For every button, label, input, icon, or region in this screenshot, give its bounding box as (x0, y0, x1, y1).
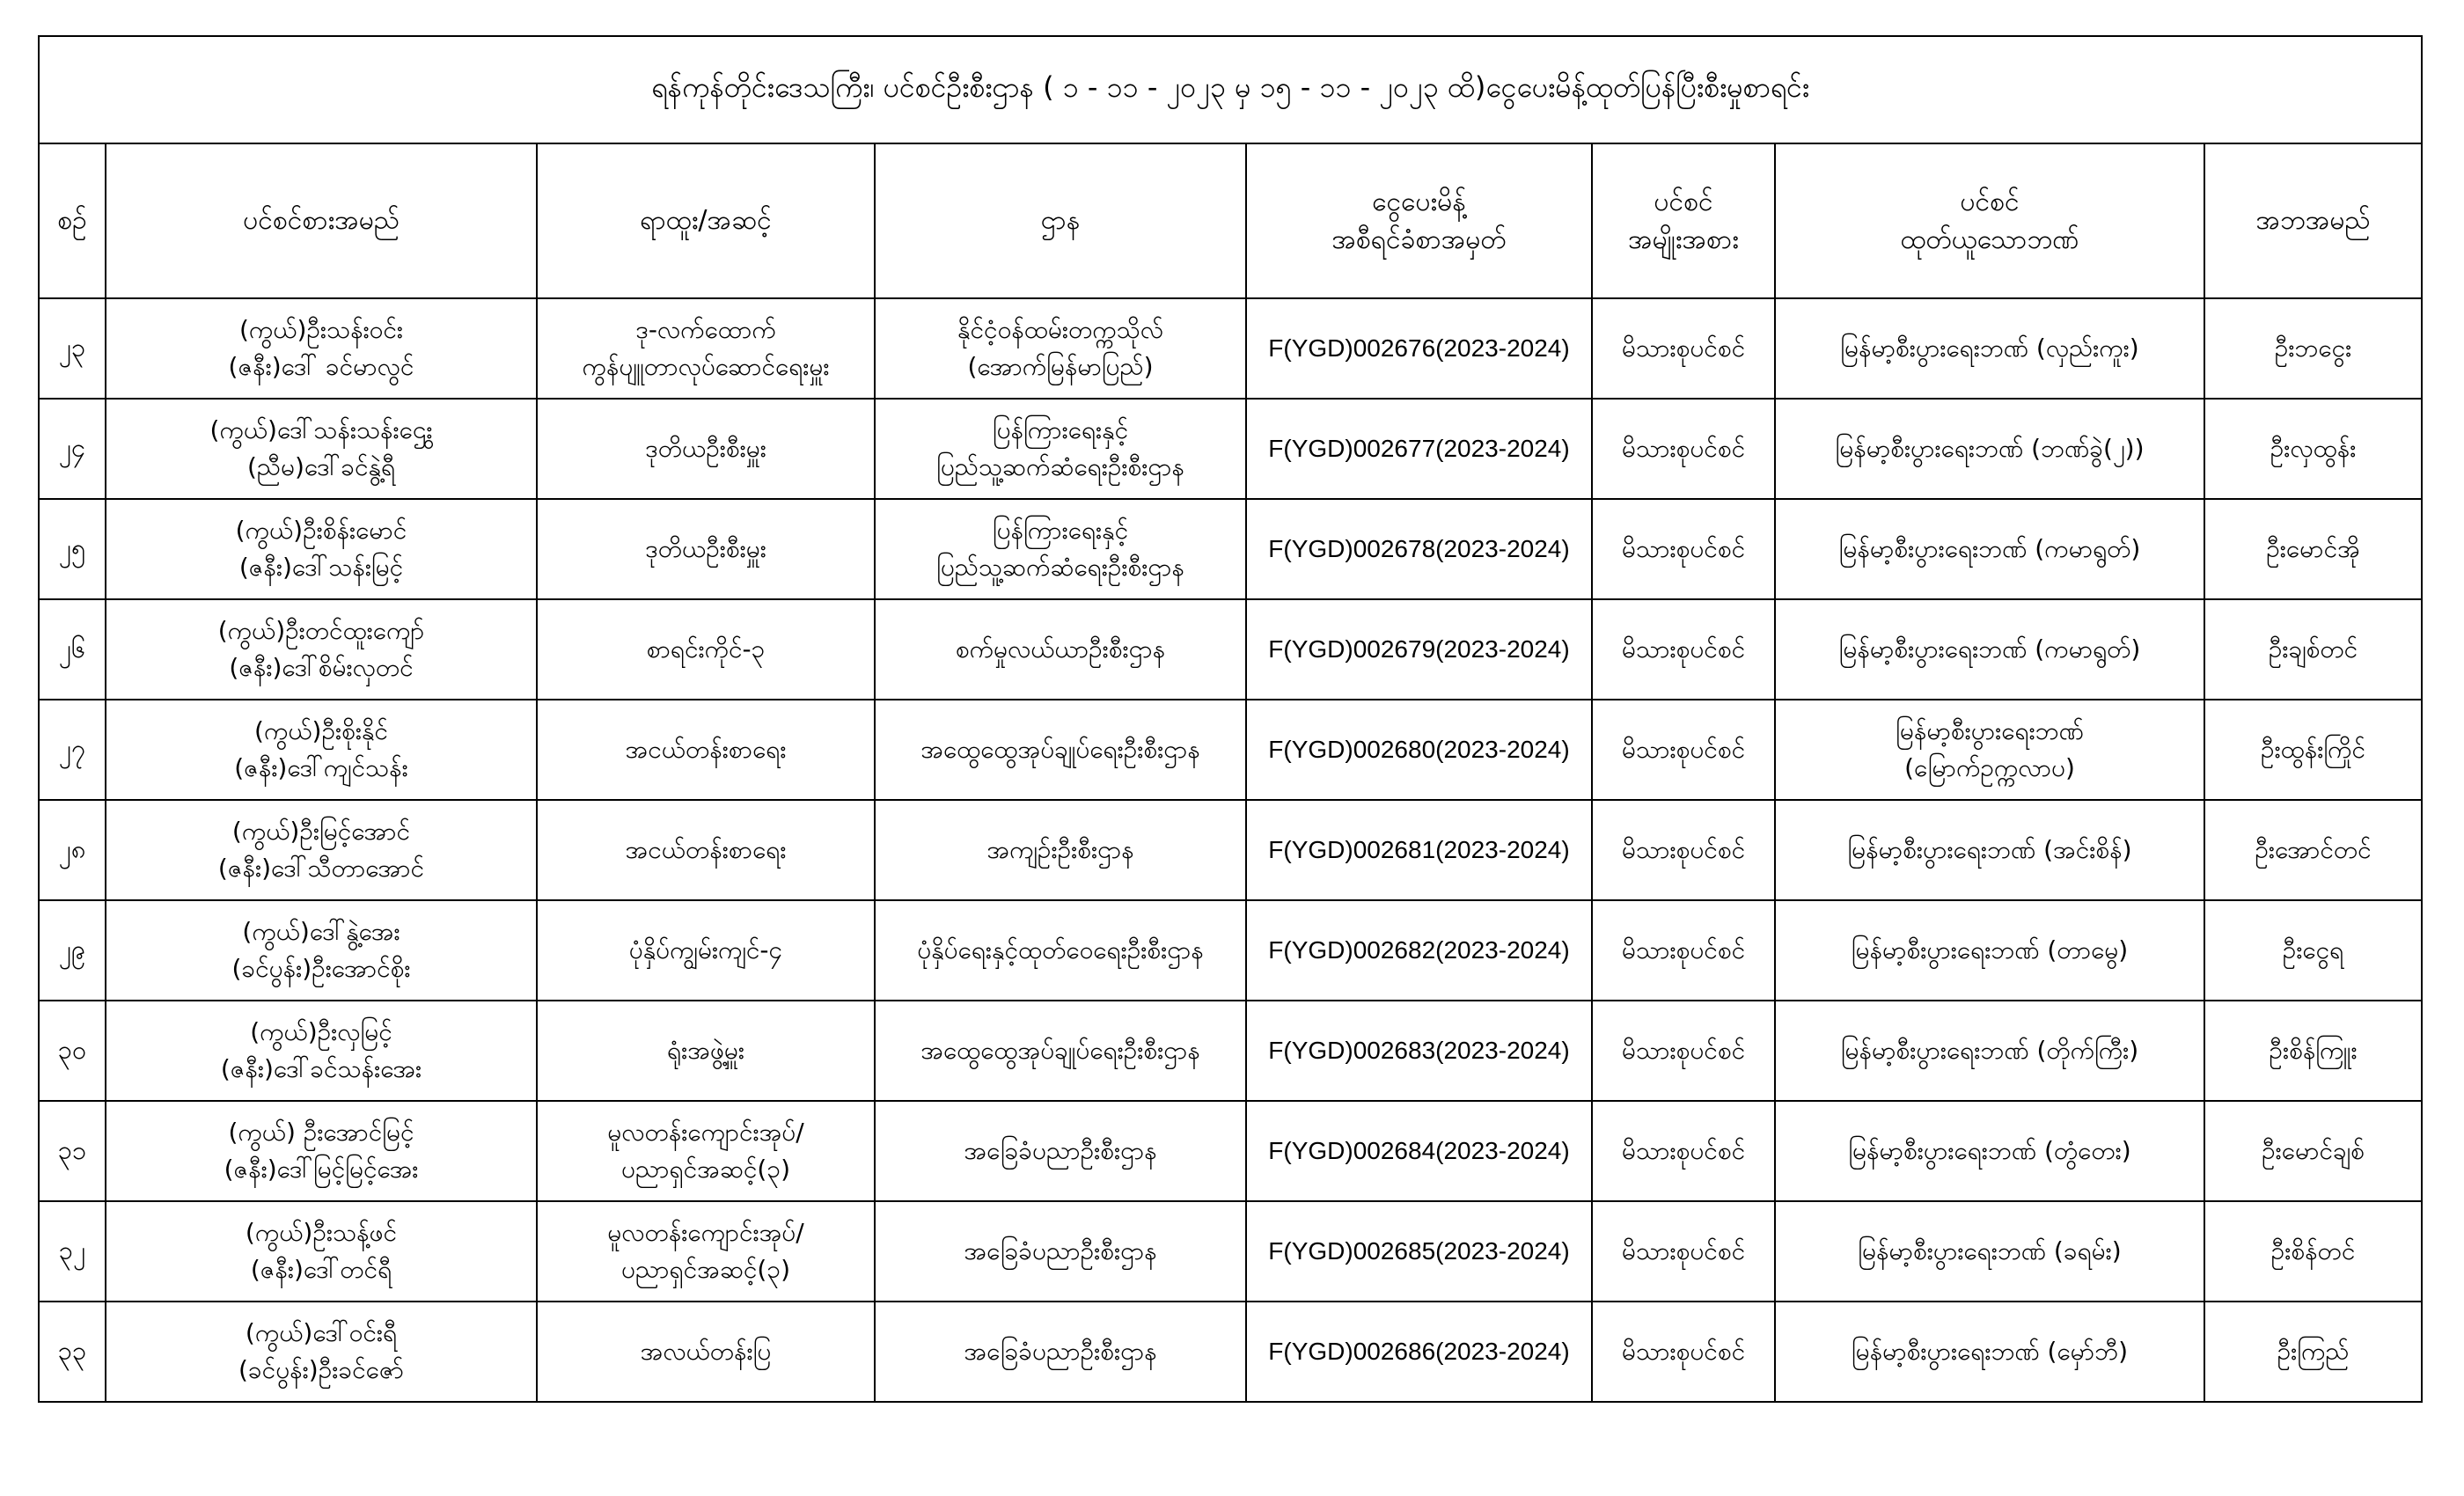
father-name-cell (2204, 1001, 2422, 1101)
pensioner-name-cell-text: (ကွယ်)ဦးသန်းဝင်း (238, 315, 404, 344)
pension-type-cell-text: မိသားစုပင်စင် (1621, 634, 1746, 664)
department-cell (875, 1201, 1246, 1302)
rank-cell-text: ပုံနှိပ်ကျွမ်းကျင်-၄ (628, 935, 783, 964)
report-number-cell (1246, 499, 1592, 599)
serial-number-cell (39, 800, 106, 900)
pensioner-name-cell-text: (ဇနီး)ဒေါ်ကျင်သန်း (234, 753, 408, 782)
father-name-cell-text: ဦးဘငွေး (2274, 334, 2352, 363)
report-number-cell-text: F(YGD)002679(2023-2024) (1268, 635, 1570, 663)
pension-type-cell-text: မိသားစုပင်စင် (1621, 434, 1746, 463)
bank-cell-text: (မြောက်ဥက္ကလာပ) (1904, 753, 2075, 782)
header-bank: ပင်စင် ထုတ်ယူသောဘဏ် (1775, 143, 2204, 298)
serial-number-cell-text: ၂၈ (58, 834, 86, 865)
bank-cell-text: မြန်မာ့စီးပွားရေးဘဏ် (တွံတေး) (1848, 1136, 2131, 1165)
pension-type-cell (1592, 800, 1775, 900)
pension-type-cell-text: မိသားစုပင်စင် (1621, 835, 1746, 864)
serial-number-cell (39, 1001, 106, 1101)
department-cell-text: ပြည်သူ့ဆက်ဆံရေးဦးစီးဌာန (936, 452, 1184, 481)
title-row (39, 36, 2422, 143)
pension-table (38, 35, 2423, 1403)
department-cell-text: ပြန်ကြားရေးနှင့် (992, 415, 1129, 444)
rank-cell-text: ရုံးအဖွဲ့မှူး (667, 1036, 744, 1065)
father-name-cell (2204, 399, 2422, 499)
rank-cell-text: မူလတန်းကျောင်းအုပ်/ (607, 1218, 804, 1247)
pension-type-cell-text: မိသားစုပင်စင် (1621, 1136, 1746, 1165)
pensioner-name-cell (106, 900, 537, 1001)
pensioner-name-cell (106, 499, 537, 599)
bank-cell (1775, 1201, 2204, 1302)
serial-number-cell-text: ၃၃ (57, 1336, 87, 1367)
pension-type-cell (1592, 1001, 1775, 1101)
pension-type-cell-text: မိသားစုပင်စင် (1621, 1036, 1746, 1065)
serial-number-cell (39, 700, 106, 800)
table-row (39, 399, 2422, 499)
pensioner-name-cell (106, 700, 537, 800)
bank-cell-text: မြန်မာ့စီးပွားရေးဘဏ် (ခရမ်း) (1858, 1236, 2122, 1265)
serial-number-cell (39, 599, 106, 700)
header-department: ဌာန (875, 143, 1246, 298)
bank-cell-text: မြန်မာ့စီးပွားရေးဘဏ် (တာမွေ) (1851, 935, 2129, 964)
father-name-cell-text: ဦးမောင်ချစ် (2262, 1136, 2365, 1165)
bank-cell-text: မြန်မာ့စီးပွားရေးဘဏ် (ဘဏ်ခွဲ(၂)) (1835, 434, 2145, 463)
serial-number-cell-text: ၂၇ (58, 734, 86, 765)
pensioner-name-cell (106, 800, 537, 900)
pensioner-name-cell (106, 399, 537, 499)
rank-cell (537, 900, 875, 1001)
bank-cell-text: မြန်မာ့စီးပွားရေးဘဏ် (လှည်းကူး) (1840, 334, 2139, 363)
header-row (39, 143, 2422, 298)
serial-number-cell (39, 298, 106, 399)
department-cell (875, 700, 1246, 800)
serial-number-cell (39, 1302, 106, 1402)
header-pension-type: ပင်စင် အမျိုးအစား (1592, 143, 1775, 298)
report-number-cell (1246, 1001, 1592, 1101)
serial-number-cell-text: ၂၆ (58, 634, 86, 664)
pension-type-cell-text: မိသားစုပင်စင် (1621, 334, 1746, 363)
rank-cell-text: ပညာရှင်အဆင့်(၃) (620, 1255, 791, 1284)
table-row (39, 1001, 2422, 1101)
rank-cell-text: ကွန်ပျူတာလုပ်ဆောင်ရေးမှူး (582, 352, 830, 381)
report-number-cell (1246, 599, 1592, 700)
serial-number-cell (39, 900, 106, 1001)
father-name-cell-text: ဦးမောင်အို (2266, 534, 2360, 563)
department-cell-text: အထွေထွေအုပ်ချုပ်ရေးဦးစီးဌာန (920, 735, 1200, 764)
department-cell (875, 900, 1246, 1001)
rank-cell (537, 399, 875, 499)
department-cell-text: အခြေခံပညာဦးစီးဌာန (964, 1136, 1157, 1165)
department-cell (875, 1101, 1246, 1201)
report-number-cell-text: F(YGD)002682(2023-2024) (1268, 936, 1570, 964)
father-name-cell-text: ဦးအောင်တင် (2255, 835, 2372, 864)
report-number-cell (1246, 800, 1592, 900)
serial-number-cell-text: ၃၁ (57, 1135, 87, 1166)
pensioner-name-cell-text: (ကွယ်)ဦးမြင့်အောင် (231, 817, 411, 846)
pension-type-cell (1592, 298, 1775, 399)
bank-cell (1775, 900, 2204, 1001)
pensioner-name-cell (106, 599, 537, 700)
table-row (39, 1302, 2422, 1402)
father-name-cell (2204, 599, 2422, 700)
report-number-cell (1246, 900, 1592, 1001)
pension-type-cell (1592, 499, 1775, 599)
header-serial: စဉ် (39, 143, 106, 298)
rank-cell (537, 1302, 875, 1402)
rank-cell-text: ဒုတိယဦးစီးမှူး (645, 534, 766, 563)
pensioner-name-cell-text: (ဇနီး)ဒေါ်စိမ်းလှတင် (229, 653, 414, 682)
table-row (39, 1101, 2422, 1201)
pension-type-cell (1592, 1101, 1775, 1201)
pensioner-name-cell-text: (ကွယ်) ဦးအောင်မြင့် (228, 1118, 414, 1147)
document-title: ရန်ကုန်တိုင်းဒေသကြီး၊ ပင်စင်ဦးစီးဌာန ( ၁ - ၁၁ - ၂၀၂၃ မှ ၁၅ - ၁၁ - ၂၀၂၃ ထိ)ငွေပေးမိန့်ထုတ်ပြန်ပြီးစီးမှုစာရင်း (39, 36, 2422, 143)
rank-cell-text: ဒုတိယဦးစီးမှူး (645, 434, 766, 463)
rank-cell (537, 599, 875, 700)
pension-type-cell-text: မိသားစုပင်စင် (1621, 1236, 1746, 1265)
pension-type-cell (1592, 599, 1775, 700)
pensioner-name-cell-text: (ဇနီး)ဒေါ်မြင့်မြင့်အေး (224, 1155, 419, 1184)
bank-cell-text: မြန်မာ့စီးပွားရေးဘဏ် (ကမာရွတ်) (1838, 534, 2141, 563)
report-number-cell-text: F(YGD)002685(2023-2024) (1268, 1237, 1570, 1265)
table-row (39, 599, 2422, 700)
serial-number-cell-text: ၂၃ (58, 333, 86, 363)
report-number-cell-text: F(YGD)002684(2023-2024) (1268, 1137, 1570, 1164)
serial-number-cell (39, 1201, 106, 1302)
bank-cell (1775, 1101, 2204, 1201)
pensioner-name-cell (106, 1201, 537, 1302)
pension-type-cell (1592, 1201, 1775, 1302)
pensioner-name-cell-text: (ကွယ်)ဒေါ်နွဲ့အေး (242, 917, 400, 946)
bank-cell-text: မြန်မာ့စီးပွားရေးဘဏ် (1896, 716, 2084, 745)
pensioner-name-cell-text: (ဇနီး)ဒေါ်သီတာအောင် (217, 854, 425, 883)
bank-cell (1775, 1001, 2204, 1101)
table-row (39, 298, 2422, 399)
department-cell (875, 499, 1246, 599)
rank-cell (537, 499, 875, 599)
pensioner-name-cell (106, 1101, 537, 1201)
serial-number-cell (39, 399, 106, 499)
rank-cell-text: မူလတန်းကျောင်းအုပ်/ (607, 1118, 804, 1147)
table-row (39, 499, 2422, 599)
header-father-name: အဘအမည် (2204, 143, 2422, 298)
department-cell (875, 399, 1246, 499)
rank-cell (537, 700, 875, 800)
rank-cell (537, 298, 875, 399)
pensioner-name-cell (106, 1001, 537, 1101)
department-cell (875, 298, 1246, 399)
rank-cell-text: စာရင်းကိုင်-၃ (646, 634, 766, 664)
department-cell-text: နိုင်ငံ့ဝန်ထမ်းတက္ကသိုလ် (957, 315, 1163, 344)
father-name-cell (2204, 1101, 2422, 1201)
father-name-cell-text: ဦးစိန်တင် (2270, 1236, 2356, 1265)
father-name-cell (2204, 499, 2422, 599)
report-number-cell (1246, 1302, 1592, 1402)
bank-cell-text: မြန်မာ့စီးပွားရေးဘဏ် (အင်းစိန်) (1847, 835, 2132, 864)
report-number-cell-text: F(YGD)002677(2023-2024) (1268, 435, 1570, 462)
bank-cell (1775, 700, 2204, 800)
report-number-cell (1246, 298, 1592, 399)
serial-number-cell (39, 499, 106, 599)
pension-type-cell (1592, 399, 1775, 499)
header-report-number: ငွေပေးမိန့် အစီရင်ခံစာအမှတ် (1246, 143, 1592, 298)
department-cell (875, 800, 1246, 900)
father-name-cell (2204, 700, 2422, 800)
report-number-cell-text: F(YGD)002678(2023-2024) (1268, 535, 1570, 562)
serial-number-cell-text: ၃၂ (58, 1236, 86, 1266)
serial-number-cell (39, 1101, 106, 1201)
pensioner-name-cell-text: (ကွယ်)ဦးသန့်ဖင် (245, 1218, 398, 1247)
pensioner-name-cell-text: (ကွယ်)ဒေါ်ဝင်းရီ (245, 1318, 398, 1347)
pensioner-name-cell-text: (ကွယ်)ဦးစိန်းမောင် (235, 516, 407, 545)
department-cell (875, 1001, 1246, 1101)
father-name-cell-text: ဦးစိန်ကြူး (2269, 1036, 2358, 1065)
father-name-cell-text: ဦးကြည် (2277, 1337, 2350, 1366)
department-cell-text: အခြေခံပညာဦးစီးဌာန (964, 1236, 1157, 1265)
bank-cell (1775, 499, 2204, 599)
serial-number-cell-text: ၂၄ (58, 433, 86, 464)
header-rank: ရာထူး/အဆင့် (537, 143, 875, 298)
rank-cell (537, 1201, 875, 1302)
pension-type-cell-text: မိသားစုပင်စင် (1621, 935, 1746, 964)
department-cell-text: (အောက်မြန်မာပြည်) (967, 352, 1154, 381)
bank-cell (1775, 399, 2204, 499)
table-row (39, 800, 2422, 900)
father-name-cell-text: ဦးထွန်းကြိုင် (2261, 735, 2365, 764)
bank-cell-text: မြန်မာ့စီးပွားရေးဘဏ် (တိုက်ကြီး) (1840, 1036, 2139, 1065)
pension-type-cell (1592, 1302, 1775, 1402)
father-name-cell-text: ဦးငွေရ (2282, 935, 2344, 964)
pensioner-name-cell-text: (ဇနီး)ဒေါ်တင်ရီ (250, 1255, 392, 1284)
pensioner-name-cell (106, 298, 537, 399)
department-cell-text: အထွေထွေအုပ်ချုပ်ရေးဦးစီးဌာန (920, 1036, 1200, 1065)
pension-type-cell-text: မိသားစုပင်စင် (1621, 735, 1746, 764)
report-number-cell (1246, 1201, 1592, 1302)
header-pensioner-name: ပင်စင်စားအမည် (106, 143, 537, 298)
father-name-cell (2204, 900, 2422, 1001)
pensioner-name-cell-text: (ကွယ်)ဒေါ်သန်းသန်းဌွေး (209, 415, 433, 444)
pension-type-cell (1592, 900, 1775, 1001)
report-number-cell-text: F(YGD)002676(2023-2024) (1268, 334, 1570, 362)
bank-cell (1775, 298, 2204, 399)
rank-cell (537, 1001, 875, 1101)
pensioner-name-cell-text: (ခင်ပွန်း)ဦးခင်ဇော် (238, 1355, 404, 1384)
father-name-cell (2204, 1302, 2422, 1402)
father-name-cell-text: ဦးလှထွန်း (2270, 434, 2357, 463)
pensioner-name-cell-text: (ကွယ်)ဦးတင်ထူးကျော် (217, 616, 425, 645)
table-row (39, 1201, 2422, 1302)
report-number-cell-text: F(YGD)002680(2023-2024) (1268, 736, 1570, 763)
department-cell-text: ပြည်သူ့ဆက်ဆံရေးဦးစီးဌာန (936, 553, 1184, 582)
department-cell-text: ပုံနှိပ်ရေးနှင့်ထုတ်ဝေရေးဦးစီးဌာန (917, 935, 1204, 964)
father-name-cell-text: ဦးချစ်တင် (2268, 634, 2358, 664)
pensioner-name-cell-text: (ခင်ပွန်း)ဦးအောင်စိုး (231, 954, 411, 983)
department-cell-text: အခြေခံပညာဦးစီးဌာန (964, 1337, 1157, 1366)
report-number-cell-text: F(YGD)002683(2023-2024) (1268, 1037, 1570, 1064)
report-number-cell (1246, 1101, 1592, 1201)
pensioner-name-cell-text: (ဇနီး)ဒေါ် ခင်မာလွင် (228, 352, 414, 381)
department-cell (875, 599, 1246, 700)
report-number-cell-text: F(YGD)002686(2023-2024) (1268, 1338, 1570, 1365)
serial-number-cell-text: ၃၀ (57, 1035, 87, 1066)
rank-cell-text: ဒု-လက်ထောက် (635, 315, 776, 344)
table-row (39, 900, 2422, 1001)
table-row (39, 700, 2422, 800)
father-name-cell (2204, 800, 2422, 900)
rank-cell-text: အငယ်တန်းစာရေး (625, 735, 787, 764)
bank-cell (1775, 800, 2204, 900)
pensioner-name-cell-text: (ညီမ)ဒေါ်ခင်နွဲ့ရီ (246, 452, 396, 481)
serial-number-cell-text: ၂၅ (58, 533, 86, 564)
rank-cell (537, 800, 875, 900)
rank-cell-text: ပညာရှင်အဆင့်(၃) (620, 1155, 791, 1184)
pensioner-name-cell-text: (ကွယ်)ဦးစိုးနိုင် (254, 716, 388, 745)
pension-type-cell-text: မိသားစုပင်စင် (1621, 1337, 1746, 1366)
pension-type-cell (1592, 700, 1775, 800)
report-number-cell-text: F(YGD)002681(2023-2024) (1268, 836, 1570, 863)
report-number-cell (1246, 399, 1592, 499)
rank-cell (537, 1101, 875, 1201)
pension-type-cell-text: မိသားစုပင်စင် (1621, 534, 1746, 563)
department-cell-text: ပြန်ကြားရေးနှင့် (992, 516, 1129, 545)
pensioner-name-cell-text: (ကွယ်)ဦးလှမြင့် (250, 1017, 392, 1046)
rank-cell-text: အငယ်တန်းစာရေး (625, 835, 787, 864)
bank-cell (1775, 1302, 2204, 1402)
serial-number-cell-text: ၂၉ (58, 935, 86, 965)
department-cell-text: အကျဉ်းဦးစီးဌာန (986, 835, 1134, 864)
report-number-cell (1246, 700, 1592, 800)
bank-cell (1775, 599, 2204, 700)
pensioner-name-cell (106, 1302, 537, 1402)
father-name-cell (2204, 1201, 2422, 1302)
bank-cell-text: မြန်မာ့စီးပွားရေးဘဏ် (မှော်ဘီ) (1851, 1337, 2129, 1366)
rank-cell-text: အလယ်တန်းပြ (640, 1337, 772, 1366)
pensioner-name-cell-text: (ဇနီး)ဒေါ်သန်းမြင့် (238, 553, 404, 582)
department-cell (875, 1302, 1246, 1402)
department-cell-text: စက်မှုလယ်ယာဦးစီးဌာန (955, 634, 1166, 664)
pensioner-name-cell-text: (ဇနီး)ဒေါ်ခင်သန်းအေး (220, 1054, 422, 1083)
father-name-cell (2204, 298, 2422, 399)
bank-cell-text: မြန်မာ့စီးပွားရေးဘဏ် (ကမာရွတ်) (1838, 634, 2141, 664)
